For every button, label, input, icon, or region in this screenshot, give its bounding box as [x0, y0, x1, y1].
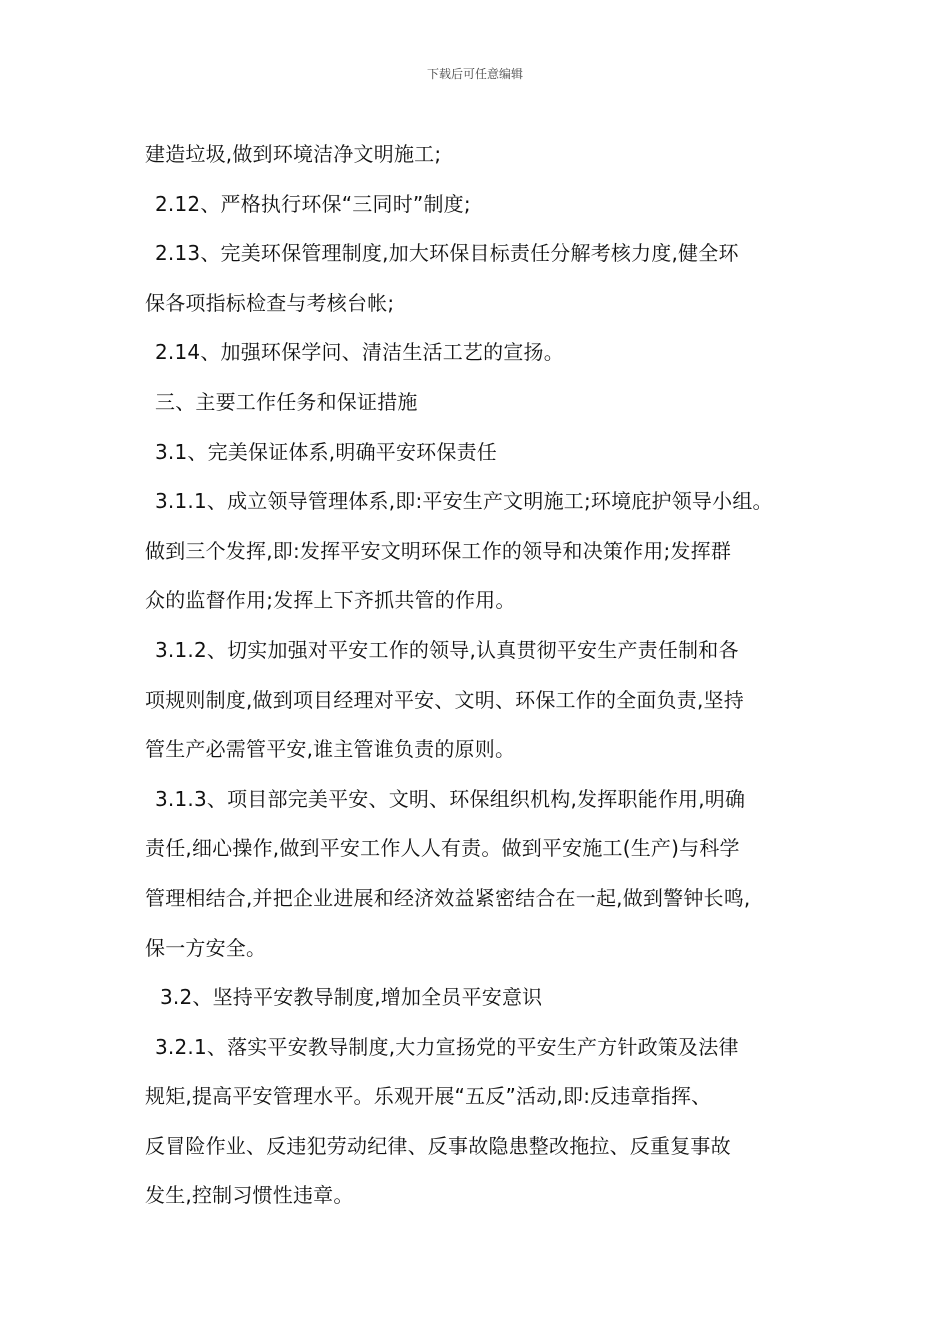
page-header-note: 下载后可任意编辑: [426, 67, 523, 81]
paragraph-line: 3.1.3、项目部完美平安、文明、环保组织机构,发挥职能作用,明确: [155, 786, 746, 811]
paragraph-line: 管理相结合,并把企业进展和经济效益紧密结合在一起,做到警钟长鸣,: [145, 885, 751, 910]
paragraph-line: 2.13、完美环保管理制度,加大环保目标责任分解考核力度,健全环: [155, 241, 739, 266]
paragraph-line: 规矩,提高平安管理水平。乐观开展“五反”活动,即:反违章指挥、: [145, 1084, 712, 1109]
paragraph-line: 反冒险作业、反违犯劳动纪律、反事故隐患整改拖拉、反重复事故: [145, 1133, 731, 1158]
paragraph-line: 管生产必需管平安,谁主管谁负责的原则。: [145, 737, 516, 762]
paragraph-line: 发生,控制习惯性违章。: [145, 1183, 354, 1208]
paragraph-line: 2.12、严格执行环保“三同时”制度;: [155, 191, 471, 216]
paragraph-line: 做到三个发挥,即:发挥平安文明环保工作的领导和决策作用;发挥群: [145, 538, 732, 563]
paragraph-line: 项规则制度,做到项目经理对平安、文明、环保工作的全面负责,坚持: [145, 687, 744, 712]
paragraph-line: 3.1.1、成立领导管理体系,即:平安生产文明施工;环境庇护领导小组。: [155, 489, 773, 514]
document-body: [145, 130, 825, 1221]
paragraph-line: 保各项指标检查与考核台帐;: [145, 290, 395, 315]
paragraph-line: 责任,细心操作,做到平安工作人人有责。做到平安施工(生产)与科学: [145, 836, 740, 861]
subsection-heading: 3.1、完美保证体系,明确平安环保责任: [155, 439, 497, 464]
paragraph-line: 2.14、加强环保学问、清洁生活工艺的宣扬。: [155, 340, 564, 365]
paragraph-line: 3.1.2、切实加强对平安工作的领导,认真贯彻平安生产责任制和各: [155, 637, 739, 662]
paragraph-line: 众的监督作用;发挥上下齐抓共管的作用。: [145, 588, 516, 613]
paragraph-line: 保一方安全。: [145, 935, 267, 960]
paragraph-line: 建造垃圾,做到环境洁净文明施工;: [145, 142, 442, 166]
paragraph-line: 3.2.1、落实平安教导制度,大力宣扬党的平安生产方针政策及法律: [155, 1034, 739, 1059]
subsection-heading: 3.2、坚持平安教导制度,增加全员平安意识: [160, 985, 543, 1010]
section-heading: 三、主要工作任务和保证措施: [155, 389, 418, 414]
